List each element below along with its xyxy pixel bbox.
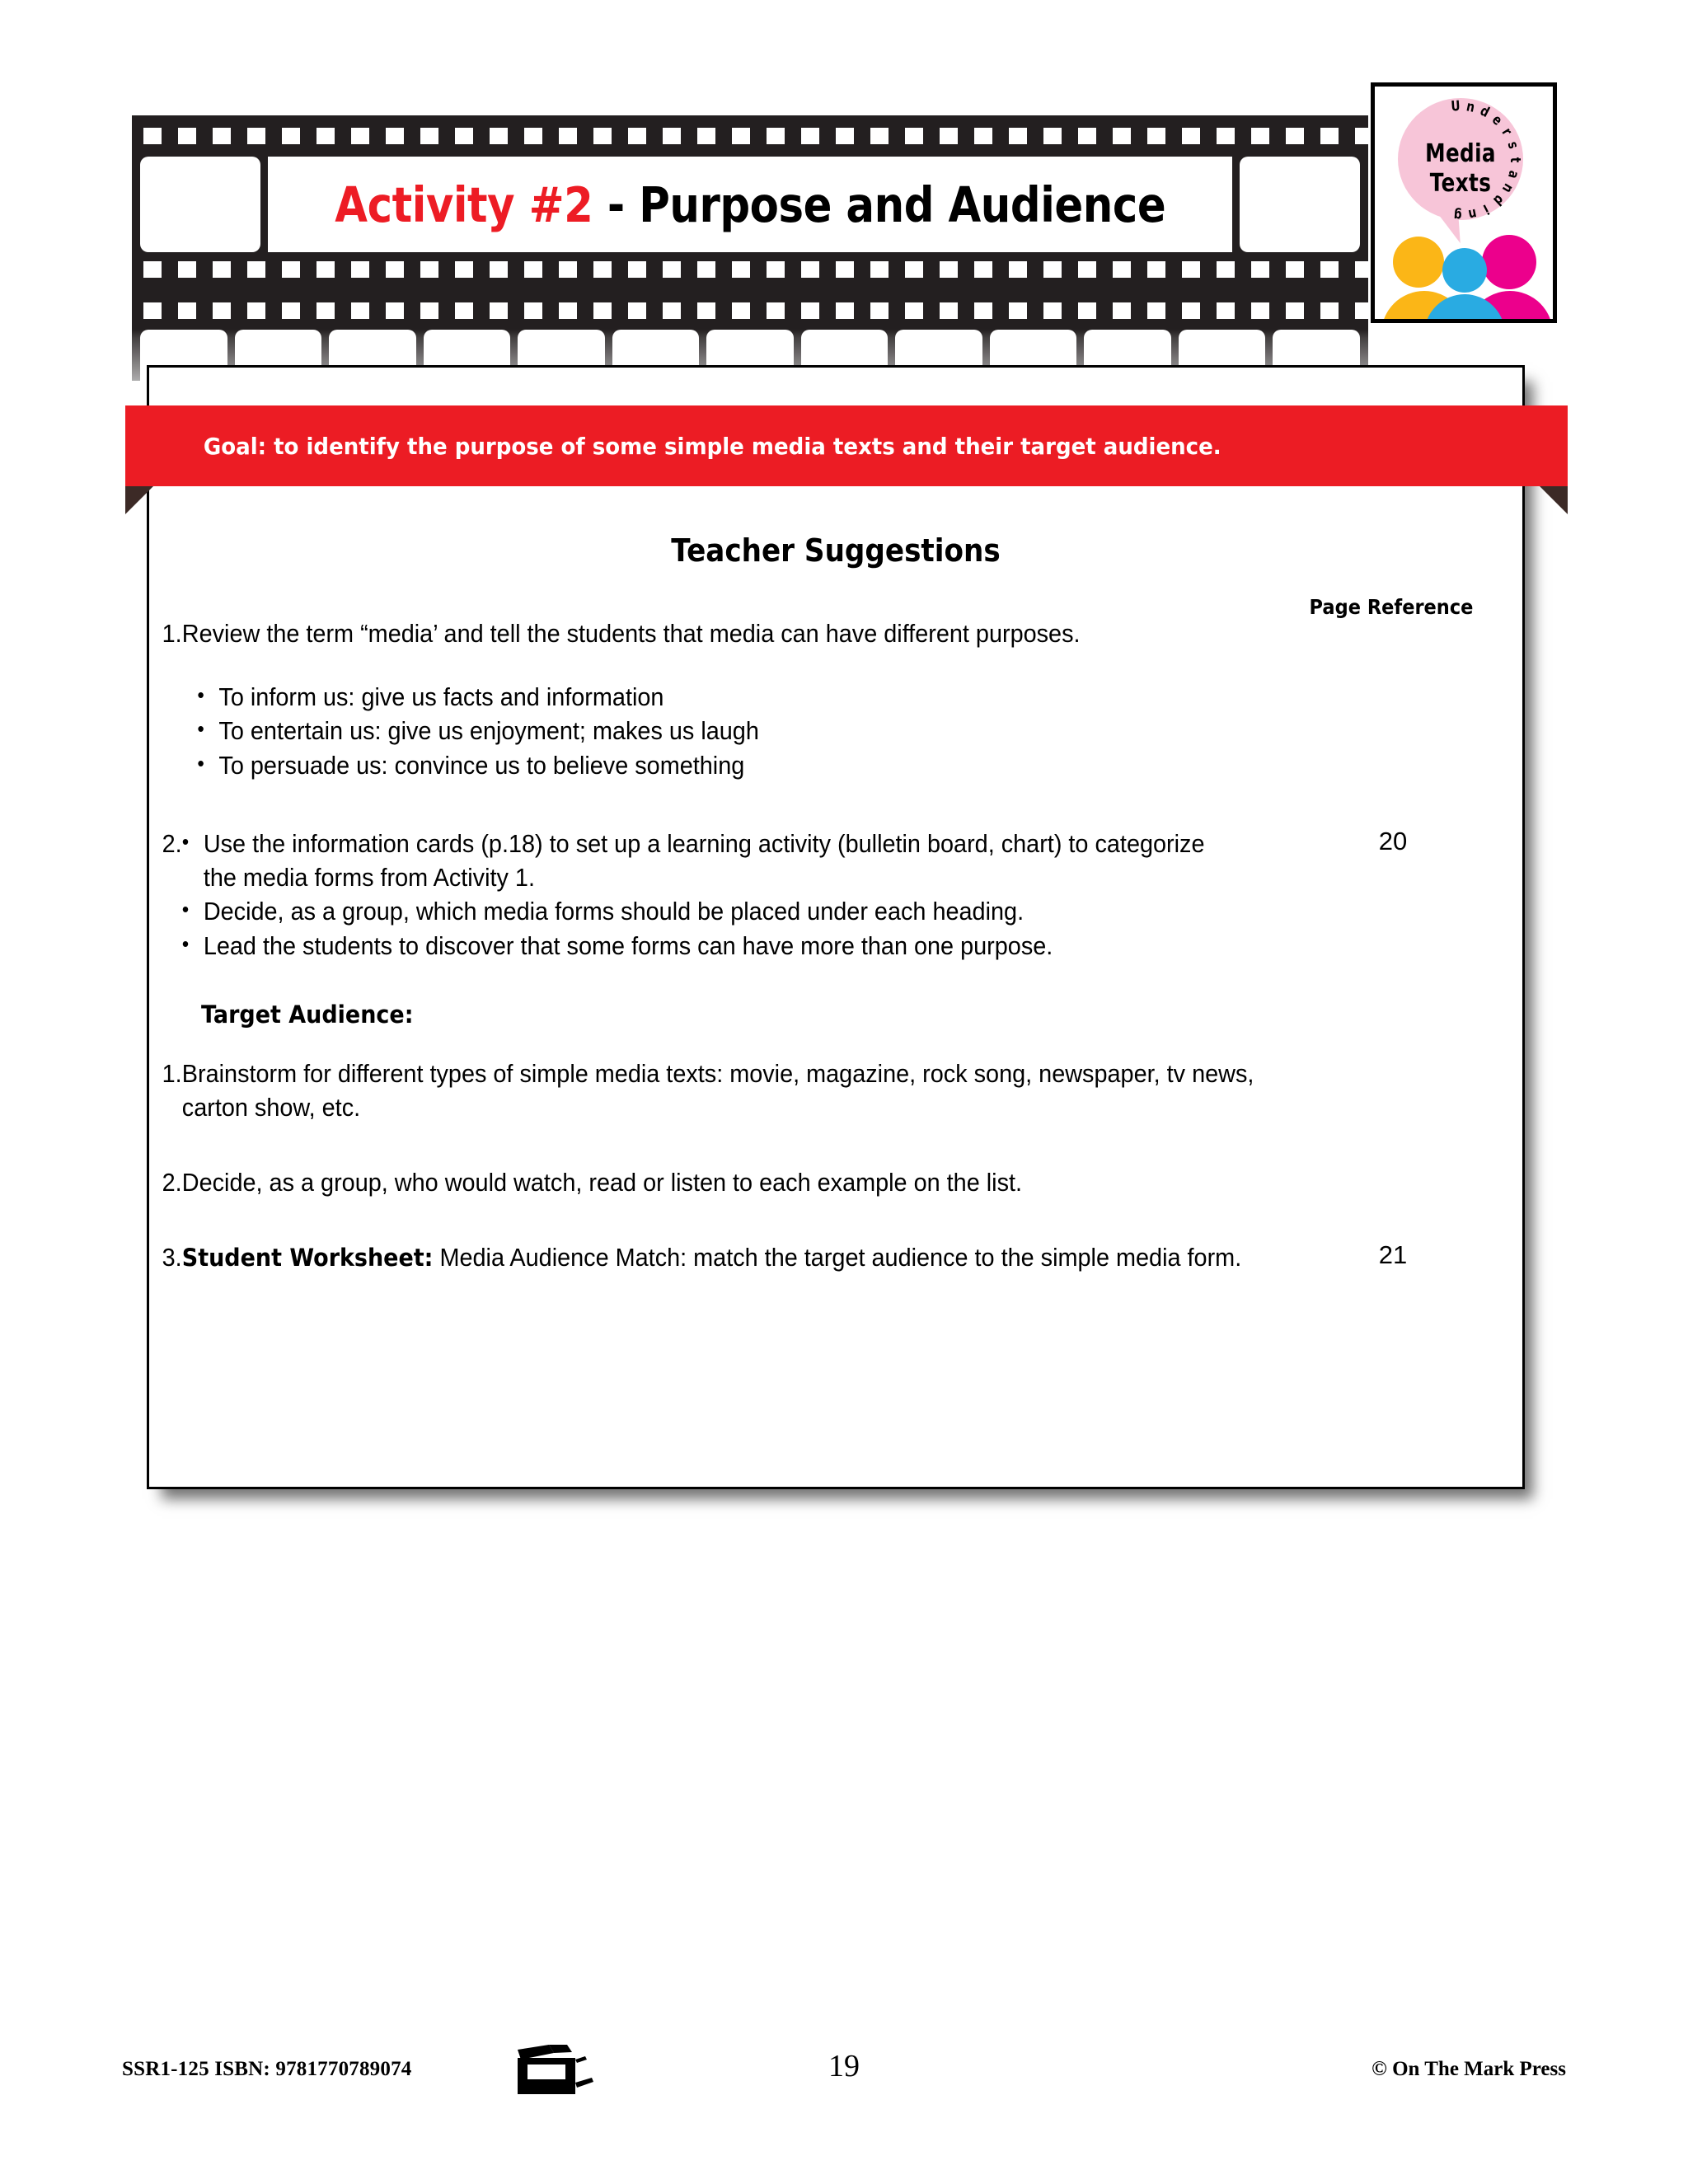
filmstrip-sprocket-hole bbox=[247, 261, 265, 278]
bullet-text: To inform us: give us facts and information bbox=[218, 682, 664, 712]
filmstrip-sprocket-hole bbox=[1251, 128, 1269, 144]
filmstrip-sprocket-hole bbox=[1286, 128, 1304, 144]
filmstrip-sprocket-hole bbox=[663, 302, 681, 319]
footer-copyright: © On The Mark Press bbox=[1372, 2058, 1566, 2080]
filmstrip-title-frame bbox=[268, 157, 1232, 252]
footer-page-number: 19 bbox=[828, 2049, 860, 2083]
page-title-rest: - Purpose and Audience bbox=[593, 176, 1165, 233]
filmstrip-sprocket-hole bbox=[282, 302, 300, 319]
bullet-dot: • bbox=[197, 682, 204, 708]
logo-arc-char: d bbox=[1477, 102, 1493, 121]
filmstrip-sprocket-hole bbox=[420, 261, 438, 278]
filmstrip-sprocket-hole bbox=[351, 302, 369, 319]
filmstrip-sprocket-hole bbox=[905, 128, 923, 144]
bullet-text: To persuade us: convince us to believe something bbox=[218, 750, 745, 780]
filmstrip-sprockets-top bbox=[132, 122, 1368, 150]
logo-arc-char: i bbox=[1480, 200, 1492, 218]
filmstrip-sprocket-hole bbox=[386, 128, 404, 144]
filmstrip-sprocket-hole bbox=[663, 128, 681, 144]
filmstrip-sprocket-hole bbox=[1286, 261, 1304, 278]
filmstrip-sprocket-hole bbox=[870, 302, 889, 319]
filmstrip-sprocket-hole bbox=[1078, 261, 1096, 278]
filmstrip-sprocket-hole bbox=[593, 128, 612, 144]
logo-arc-char: d bbox=[1489, 190, 1507, 209]
filmstrip-sprocket-hole bbox=[455, 261, 473, 278]
filmstrip-sprocket-hole bbox=[1009, 261, 1027, 278]
filmstrip-sprocket-hole bbox=[1251, 302, 1269, 319]
filmstrip-sprocket-hole bbox=[836, 302, 854, 319]
list-item-number: 1. bbox=[162, 619, 182, 648]
filmstrip-sprocket-hole bbox=[870, 261, 889, 278]
goal-ribbon bbox=[125, 405, 1568, 493]
bullet-item bbox=[147, 929, 1243, 963]
filmstrip-frame bbox=[140, 157, 260, 252]
filmstrip-sprocket-hole bbox=[316, 261, 335, 278]
bullet-item bbox=[147, 680, 1243, 714]
filmstrip-sprocket-hole bbox=[143, 302, 162, 319]
filmstrip-sprocket-hole bbox=[1078, 302, 1096, 319]
filmstrip-sprocket-hole bbox=[940, 302, 958, 319]
bullet-list bbox=[147, 680, 1428, 782]
filmstrip-sprocket-hole bbox=[490, 302, 508, 319]
filmstrip-sprocket-hole bbox=[1251, 261, 1269, 278]
filmstrip-sprocket-hole bbox=[1113, 261, 1131, 278]
filmstrip-sprocket-hole bbox=[1286, 302, 1304, 319]
filmstrip-sprocket-hole bbox=[213, 302, 231, 319]
filmstrip-sprocket-hole bbox=[213, 261, 231, 278]
filmstrip-sprocket-hole bbox=[1147, 302, 1165, 319]
filmstrip-sprocket-hole bbox=[974, 128, 992, 144]
page-reference-value: 21 bbox=[1378, 1240, 1408, 1270]
bullet-text: Use the information cards (p.18) to set up a learning activity (bulletin board, chart) to categorize the media forms from Activity 1. bbox=[203, 828, 1205, 893]
list-item bbox=[147, 1057, 1525, 1124]
filmstrip-sprocket-hole bbox=[1320, 128, 1339, 144]
filmstrip-sprocket-hole bbox=[420, 128, 438, 144]
filmstrip-sprocket-hole bbox=[628, 261, 646, 278]
filmstrip-sprocket-hole bbox=[905, 261, 923, 278]
filmstrip-sprocket-hole bbox=[836, 128, 854, 144]
filmstrip-sprocket-hole bbox=[1320, 302, 1339, 319]
list-item bbox=[147, 616, 1525, 782]
filmstrip-sprocket-hole bbox=[974, 302, 992, 319]
filmstrip-sprocket-hole bbox=[801, 261, 819, 278]
bullet-text: Lead the students to discover that some forms can have more than one purpose. bbox=[203, 930, 1053, 960]
bullet-dot: • bbox=[181, 930, 190, 956]
list-item-text: Brainstorm for different types of simple media texts: movie, magazine, rock song, newspaper, tv news, carton show, etc. bbox=[181, 1058, 1254, 1122]
filmstrip-sprocket-hole bbox=[836, 261, 854, 278]
list-item-text: Student Worksheet: Media Audience Match: match the target audience to the simple media form. bbox=[181, 1243, 1242, 1272]
bullet-item bbox=[147, 748, 1243, 782]
bullet-list bbox=[147, 827, 1428, 963]
filmstrip-sprocket-hole bbox=[801, 128, 819, 144]
logo-arc-char: t bbox=[1507, 157, 1523, 163]
filmstrip-sprocket-hole bbox=[524, 302, 542, 319]
filmstrip-sprocket-hole bbox=[420, 302, 438, 319]
logo-line-media: Media bbox=[1425, 139, 1496, 168]
bullet-text: To entertain us: give us enjoyment; makes us laugh bbox=[218, 716, 759, 746]
logo-arc-char: r bbox=[1498, 124, 1516, 139]
list-item-text: Review the term “media’ and tell the students that media can have different purposes. bbox=[181, 619, 1081, 648]
bullet-item bbox=[147, 827, 1243, 894]
bullet-item bbox=[147, 894, 1243, 928]
filmstrip-sprocket-hole bbox=[732, 261, 750, 278]
filmstrip-sprocket-hole bbox=[1182, 128, 1200, 144]
filmstrip-sprocket-hole bbox=[1355, 302, 1368, 319]
filmstrip-main bbox=[132, 115, 1368, 290]
filmstrip-sprocket-hole bbox=[697, 128, 715, 144]
filmstrip-sprocket-hole bbox=[213, 128, 231, 144]
filmstrip-sprocket-hole bbox=[732, 302, 750, 319]
filmstrip-sprocket-hole bbox=[1182, 261, 1200, 278]
filmstrip-sprocket-hole bbox=[628, 128, 646, 144]
filmstrip-frame bbox=[1240, 157, 1360, 252]
filmstrip-sprocket-hole bbox=[940, 128, 958, 144]
filmstrip-sprocket-hole bbox=[455, 302, 473, 319]
filmstrip-sprocket-hole bbox=[1113, 128, 1131, 144]
list-item-text: Decide, as a group, who would watch, read or listen to each example on the list. bbox=[181, 1168, 1023, 1197]
filmstrip-sprocket-hole bbox=[247, 302, 265, 319]
filmstrip-sprocket-hole bbox=[351, 261, 369, 278]
filmstrip-sprocket-hole bbox=[1217, 261, 1235, 278]
filmstrip-sprocket-hole bbox=[1217, 302, 1235, 319]
filmstrip-sprocket-hole bbox=[559, 302, 577, 319]
filmstrip-sprocket-hole bbox=[559, 128, 577, 144]
logo-arc-char: g bbox=[1453, 206, 1463, 224]
filmstrip-sprocket-hole bbox=[178, 128, 196, 144]
filmstrip-sprocket-hole bbox=[940, 261, 958, 278]
logo-line-texts: Texts bbox=[1429, 169, 1492, 198]
filmstrip-sprocket-hole bbox=[524, 261, 542, 278]
filmstrip-sprocket-hole bbox=[1147, 128, 1165, 144]
filmstrip-sprocket-hole bbox=[1355, 128, 1368, 144]
understanding-media-texts-logo bbox=[1371, 82, 1557, 323]
logo-arc-char: U bbox=[1450, 97, 1461, 115]
list-item bbox=[147, 1165, 1525, 1199]
filmstrip-sprocket-hole bbox=[870, 128, 889, 144]
page-reference-value: 20 bbox=[1378, 826, 1408, 855]
list-item-number: 2. bbox=[162, 828, 182, 858]
filmstrip-sprocket-hole bbox=[732, 128, 750, 144]
page-title-activity: Activity #2 bbox=[335, 176, 593, 233]
filmstrip-sprocket-hole bbox=[1113, 302, 1131, 319]
list-item-bold-label: Student Worksheet: bbox=[181, 1244, 434, 1272]
bullet-item bbox=[147, 714, 1243, 748]
filmstrip-sprocket-hole bbox=[593, 261, 612, 278]
filmstrip-sprocket-hole bbox=[767, 302, 785, 319]
filmstrip-sprocket-hole bbox=[524, 128, 542, 144]
filmstrip-sprocket-hole bbox=[316, 128, 335, 144]
logo-arc-char: n bbox=[1466, 204, 1479, 223]
header-filmstrip-banner bbox=[132, 115, 1368, 379]
filmstrip-sprocket-hole bbox=[282, 128, 300, 144]
bullet-dot: • bbox=[197, 716, 204, 742]
logo-arc-char: e bbox=[1488, 111, 1506, 129]
filmstrip-sprocket-hole bbox=[1217, 128, 1235, 144]
filmstrip-sprocket-hole bbox=[593, 302, 612, 319]
filmstrip-sprocket-hole bbox=[490, 261, 508, 278]
goal-text: Goal: to identify the purpose of some simple media texts and their target audience. bbox=[203, 432, 1221, 460]
bullet-dot: • bbox=[181, 828, 190, 854]
filmstrip-sprocket-hole bbox=[351, 128, 369, 144]
logo-arc-char: n bbox=[1498, 180, 1517, 196]
ribbon-fold-right bbox=[1540, 486, 1568, 514]
filmstrip-sprocket-hole bbox=[143, 128, 162, 144]
page-reference-column-label: Page Reference bbox=[1309, 595, 1474, 619]
filmstrip-sprocket-hole bbox=[1043, 302, 1062, 319]
list-item bbox=[147, 827, 1525, 963]
filmstrip-sprocket-hole bbox=[1009, 128, 1027, 144]
filmstrip-sprocket-hole bbox=[905, 302, 923, 319]
filmstrip-sprocket-hole bbox=[663, 261, 681, 278]
filmstrip-sprocket-hole bbox=[490, 128, 508, 144]
filmstrip-sprocket-hole bbox=[1043, 128, 1062, 144]
filmstrip-sprocket-hole bbox=[697, 302, 715, 319]
filmstrip-sprocket-hole bbox=[1355, 261, 1368, 278]
list-item-number: 3. bbox=[162, 1243, 182, 1272]
filmstrip-sprocket-hole bbox=[247, 128, 265, 144]
list-item-number: 1. bbox=[162, 1058, 182, 1088]
target-audience-list bbox=[147, 1057, 1525, 1275]
filmstrip-sprocket-hole bbox=[801, 302, 819, 319]
list-item-number: 2. bbox=[162, 1168, 182, 1197]
filmstrip-sprocket-hole bbox=[767, 128, 785, 144]
filmstrip-sprocket-hole bbox=[1182, 302, 1200, 319]
bullet-dot: • bbox=[181, 897, 190, 922]
filmstrip-sprocket-hole bbox=[282, 261, 300, 278]
filmstrip-sprocket-hole bbox=[455, 128, 473, 144]
filmstrip-sprocket-hole bbox=[697, 261, 715, 278]
bullet-text: Decide, as a group, which media forms should be placed under each heading. bbox=[203, 897, 1025, 926]
section-heading-teacher-suggestions: Teacher Suggestions bbox=[671, 532, 1001, 569]
filmstrip-sprocket-hole bbox=[628, 302, 646, 319]
filmstrip-sprocket-hole bbox=[178, 261, 196, 278]
logo-arc-char: a bbox=[1503, 168, 1522, 180]
filmstrip-sprocket-hole bbox=[767, 261, 785, 278]
filmstrip-sprocket-hole bbox=[143, 261, 162, 278]
bullet-dot: • bbox=[197, 750, 204, 776]
main-body bbox=[147, 511, 1525, 1275]
filmstrip-sprockets-bottom bbox=[132, 255, 1368, 284]
filmstrip-sprocket-hole bbox=[386, 261, 404, 278]
teacher-suggestions-list bbox=[147, 616, 1525, 963]
filmstrip-sprocket-hole bbox=[1043, 261, 1062, 278]
filmstrip-sprockets-top-2 bbox=[132, 297, 1368, 325]
filmstrip-sprocket-hole bbox=[559, 261, 577, 278]
page-title bbox=[335, 176, 1165, 233]
logo-arc-char: n bbox=[1465, 98, 1476, 116]
footer-isbn: SSR1-125 ISBN: 9781770789074 bbox=[122, 2058, 412, 2080]
filmstrip-sprocket-hole bbox=[1147, 261, 1165, 278]
filmstrip-sprocket-hole bbox=[1009, 302, 1027, 319]
logo-arc-char: s bbox=[1503, 139, 1522, 151]
list-item bbox=[147, 1240, 1525, 1274]
page-footer bbox=[0, 2023, 1688, 2122]
filmstrip-sprocket-hole bbox=[1320, 261, 1339, 278]
filmstrip-sprocket-hole bbox=[178, 302, 196, 319]
filmstrip-sprocket-hole bbox=[386, 302, 404, 319]
filmstrip-frames-row bbox=[132, 157, 1368, 252]
filmstrip-sprocket-hole bbox=[1078, 128, 1096, 144]
filmstrip-sprocket-hole bbox=[316, 302, 335, 319]
section-heading-target-audience: Target Audience: bbox=[201, 1000, 414, 1029]
filmstrip-sprocket-hole bbox=[974, 261, 992, 278]
ribbon-fold-left bbox=[125, 486, 153, 514]
